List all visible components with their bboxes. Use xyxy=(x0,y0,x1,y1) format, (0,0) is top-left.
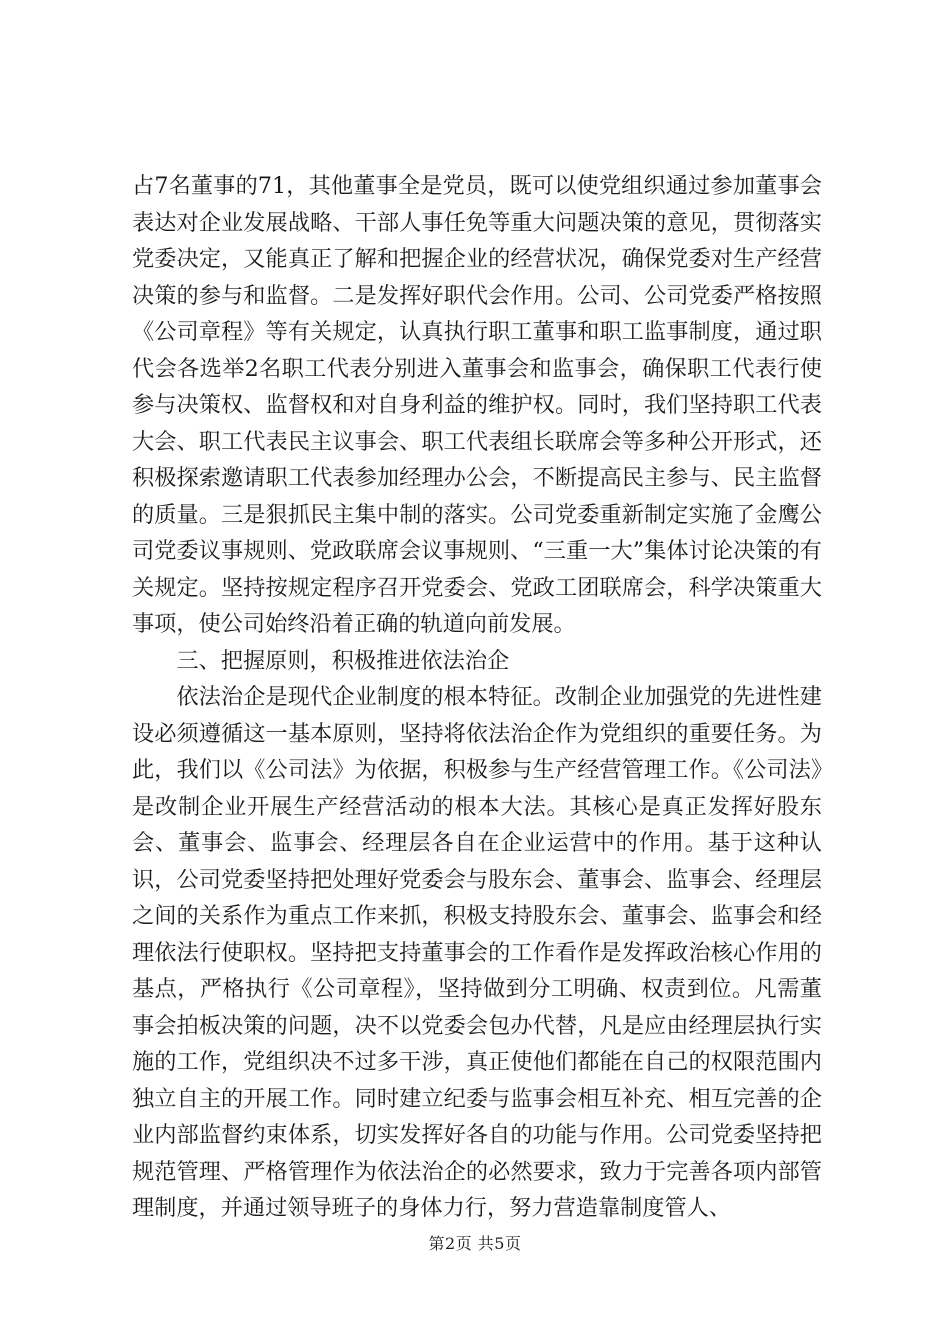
section-heading: 三、把握原则，积极推进依法治企 xyxy=(176,647,510,674)
document-body xyxy=(132,168,822,1227)
paragraph-continued: 占7名董事的71，其他董事全是党员，既可以使党组织通过参加董事会表达对企业发展战略、干部人事任免等重大问题决策的意见，贯彻落实党委决定，又能真正了解和把握企业的经营状况，确保党委对生产经营决策的参与和监督。二是发挥好职代会作用。公司、公司党委严格按照《公司章程》等有关规定，认真执行职工董事和职工监事制度，通过职代会各选举2名职工代表分别进入董事会和监事会，确保职工代表行使参与决策权、监督权和对自身利益的维护权。同时，我们坚持职工代表大会、职工代表民主议事会、职工代表组长联席会等多种公开形式，还积极探索邀请职工代表参加经理办公会，不断提高民主参与、民主监督的质量。三是狠抓民主集中制的落实。公司党委重新制定实施了金鹰公司党委议事规则、党政联席会议事规则、“三重一大”集体讨论决策的有关规定。坚持按规定程序召开党委会、党政工团联席会，科学决策重大事项，使公司始终沿着正确的轨道向前发展。 xyxy=(132,173,822,637)
paragraph: 依法治企是现代企业制度的根本特征。改制企业加强党的先进性建设必须遵循这一基本原则，坚持将依法治企作为党组织的重要任务。为此，我们以《公司法》为依据，积极参与生产经营管理工作。《公司法》是改制企业开展生产经营活动的根本大法。其核心是真正发挥好股东会、董事会、监事会、经理层各自在企业运营中的作用。基于这种认识，公司党委坚持把处理好党委会与股东会、董事会、监事会、经理层之间的关系作为重点工作来抓，积极支持股东会、董事会、监事会和经理依法行使职权。坚持把支持董事会的工作看作是发挥政治核心作用的基点，严格执行《公司章程》，坚持做到分工明确、权责到位。凡需董事会拍板决策的问题，决不以党委会包办代替，凡是应由经理层执行实施的工作，党组织决不过多干涉，真正使他们都能在自己的权限范围内独立自主的开展工作。同时建立纪委与监事会相互补充、相互完善的企业内部监督约束体系，切实发挥好各自的功能与作用。公司党委坚持把规范管理、严格管理作为依法治企的必然要求，致力于完善各项内部管理制度，并通过领导班子的身体力行，努力营造靠制度管人、 xyxy=(132,684,822,1221)
page-footer: 第2页 共5页 xyxy=(428,1234,522,1253)
